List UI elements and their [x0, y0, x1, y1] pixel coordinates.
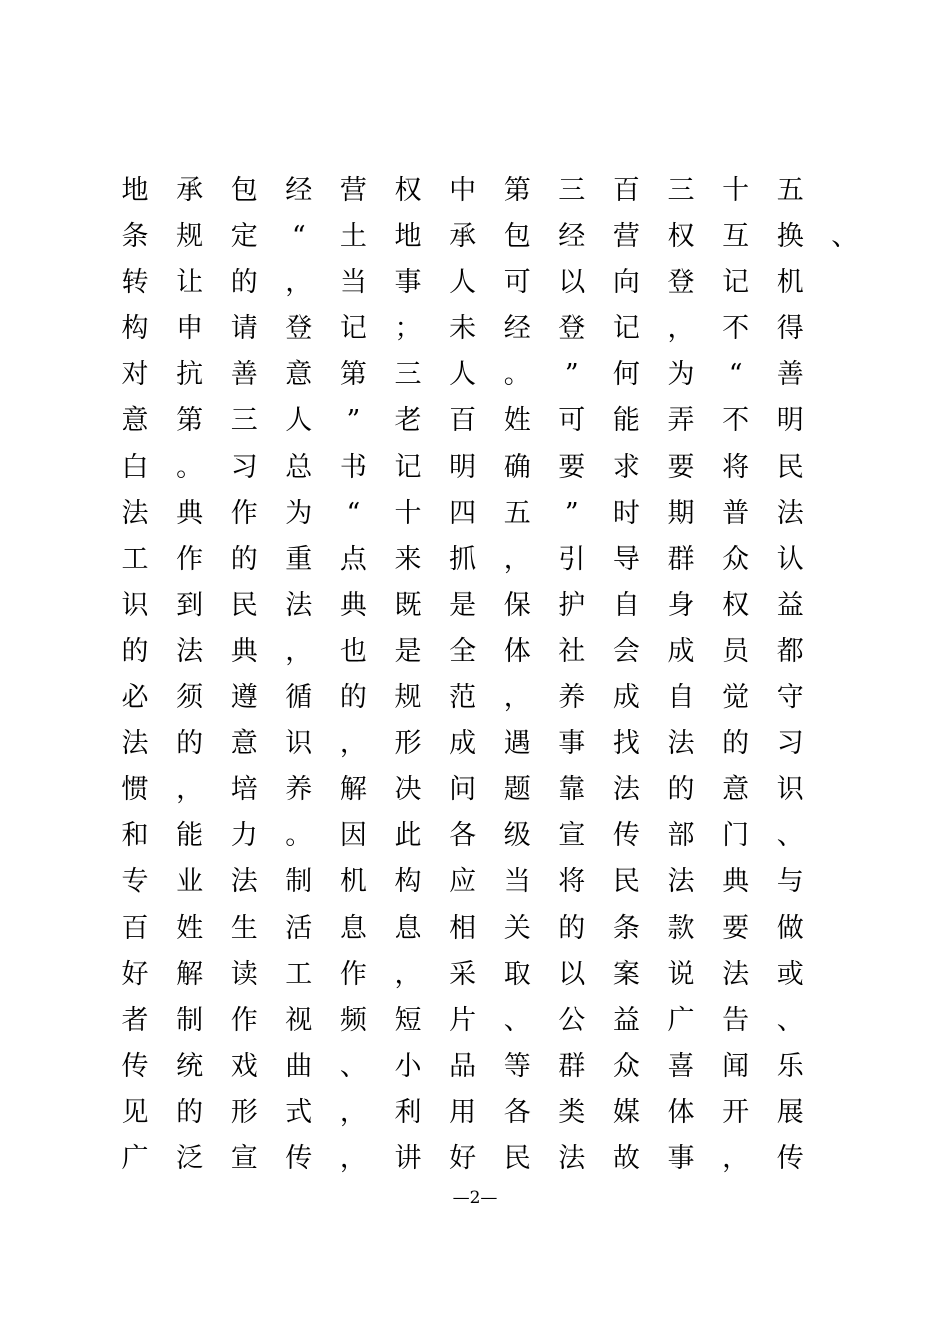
text-line: 传 统 戏 曲 、 小 品 等 群 众 喜 闻 乐 — [121, 1050, 804, 1082]
text-line: 惯 ， 培 养 解 决 问 题 靠 法 的 意 识 — [121, 774, 804, 806]
page-number: —2— — [452, 1188, 498, 1208]
text-line: 白 。 习 总 书 记 明 确 要 求 要 将 民 — [121, 451, 804, 483]
text-line: 和 能 力 。 因 此 各 级 宣 传 部 门 、 — [121, 820, 804, 852]
text-line: 转 让 的 ， 当 事 人 可 以 向 登 记 机 — [121, 267, 804, 299]
text-line: 工 作 的 重 点 来 抓 ， 引 导 群 众 认 — [121, 543, 804, 575]
text-line: 必 须 遵 循 的 规 范 ， 养 成 自 觉 守 — [121, 682, 804, 714]
text-line: 好 解 读 工 作 ， 采 取 以 案 说 法 或 — [121, 958, 804, 990]
body-text — [108, 168, 859, 1182]
text-line: 者 制 作 视 频 短 片 、 公 益 广 告 、 — [121, 1004, 804, 1036]
text-line: 法 典 作 为 “ 十 四 五 ” 时 期 普 法 — [121, 497, 804, 529]
text-line: 地 承 包 经 营 权 中 第 三 百 三 十 五 — [121, 175, 804, 206]
text-line: 见 的 形 式 ， 利 用 各 类 媒 体 开 展 — [121, 1096, 804, 1128]
text-line: 条 规 定 “ 土 地 承 包 经 营 权 互 换 、 — [121, 221, 859, 253]
text-line: 专 业 法 制 机 构 应 当 将 民 法 典 与 — [121, 866, 804, 898]
text-line: 广 泛 宣 传 ， 讲 好 民 法 故 事 ， 传 — [121, 1142, 804, 1174]
text-line: 百 姓 生 活 息 息 相 关 的 条 款 要 做 — [121, 912, 804, 944]
text-line: 的 法 典 ， 也 是 全 体 社 会 成 员 都 — [121, 635, 804, 667]
text-line: 法 的 意 识 ， 形 成 遇 事 找 法 的 习 — [121, 728, 804, 760]
text-line: 对 抗 善 意 第 三 人 。 ” 何 为 “ 善 — [121, 359, 804, 391]
text-line: 识 到 民 法 典 既 是 保 护 自 身 权 益 — [121, 589, 804, 621]
text-line: 意 第 三 人 ” 老 百 姓 可 能 弄 不 明 — [121, 405, 804, 437]
text-line: 构 申 请 登 记 ； 未 经 登 记 ， 不 得 — [121, 313, 804, 345]
